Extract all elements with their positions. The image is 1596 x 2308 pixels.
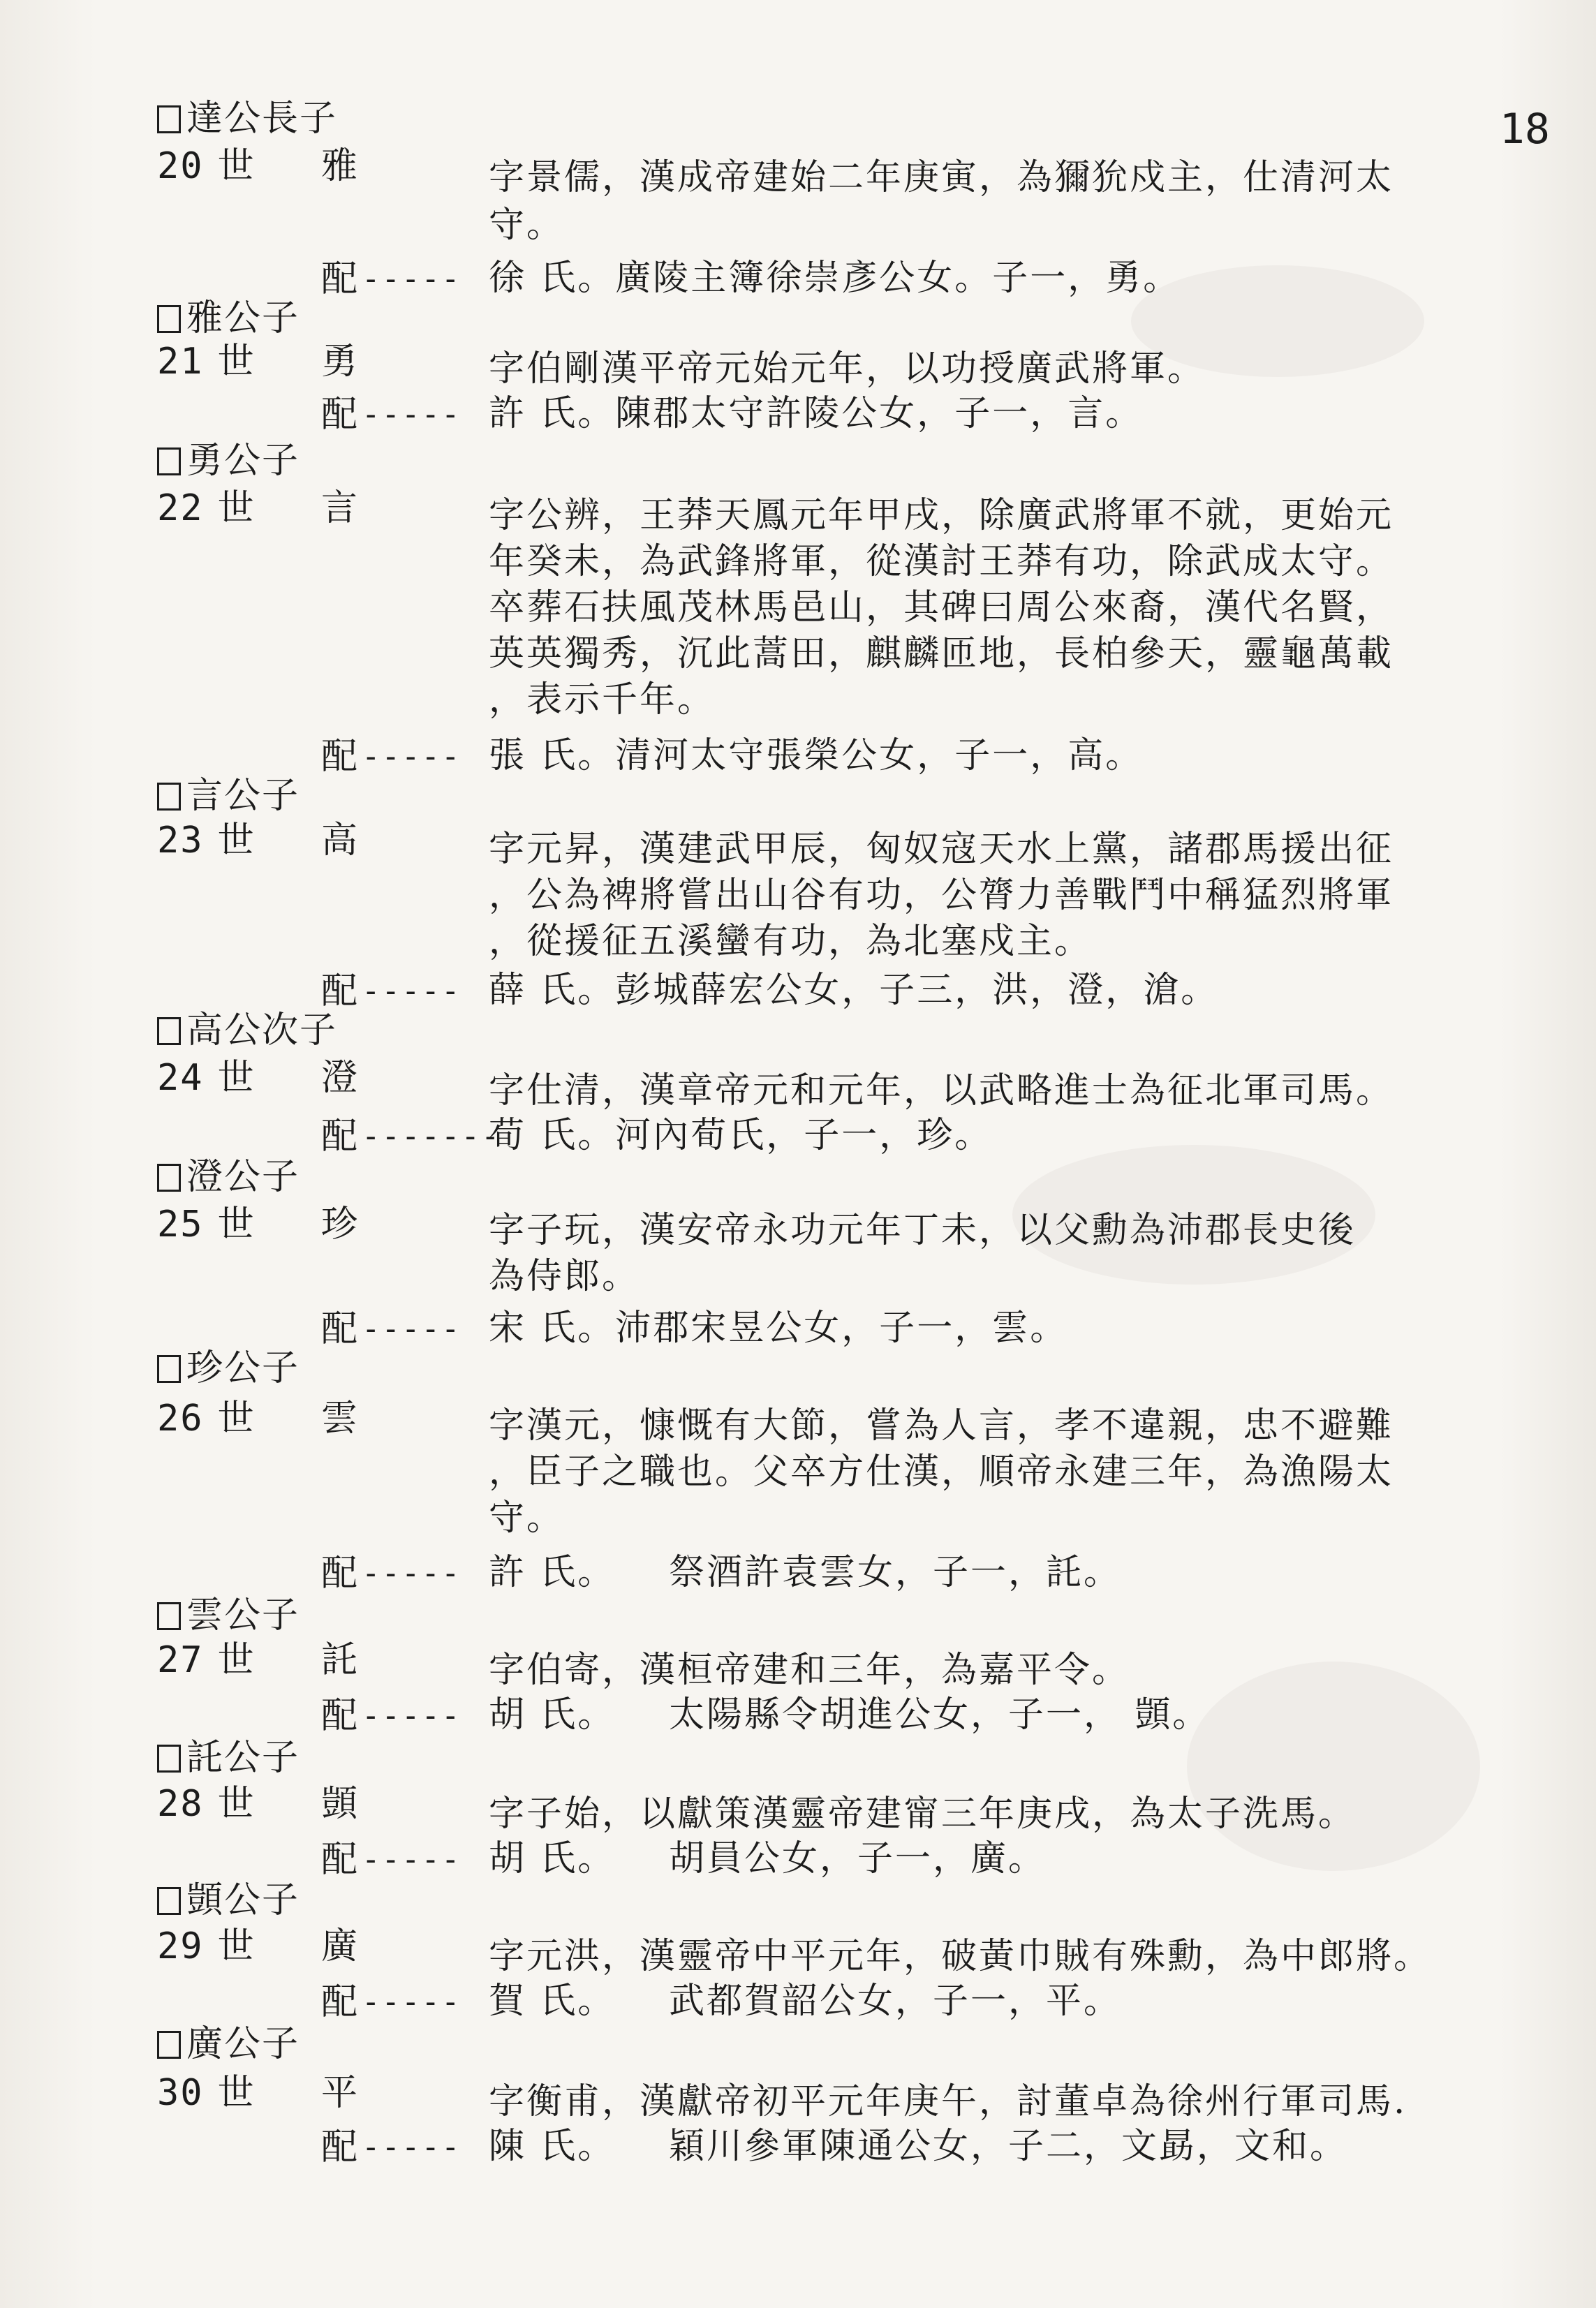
spouse-text: 胡 氏。 太陽縣令胡進公女，子一， 顗。 [489, 1694, 1211, 1736]
spouse-text: 許 氏。陳郡太守許陵公女，子一，言。 [489, 393, 1144, 434]
spouse-label: 配 [321, 1116, 358, 1157]
spouse-label: 配 [321, 1981, 358, 2023]
generation-line [157, 489, 256, 528]
spouse-text: 胡 氏。 胡員公女，子一，廣。 [489, 1838, 1047, 1879]
generation-number: 21 [157, 341, 204, 383]
person-name: 勇 [321, 341, 358, 383]
placeholder-box-icon [157, 1164, 181, 1192]
spouse-text: 陳 氏。 穎川參軍陳通公女，子二，文勗，文和。 [489, 2126, 1348, 2167]
lineage-header [157, 1881, 300, 1920]
generation-label: 世 [217, 1204, 256, 1245]
biography-line: 卒葬石扶風茂林馬邑山，其碑曰周公來裔，漢代名賢， [489, 587, 1394, 628]
biography-line: 字景儒，漢成帝建始二年庚寅，為獮狁戍主，仕清河太 [489, 157, 1394, 198]
biography-line: 字衡甫，漢獻帝初平元年庚午，討董卓為徐州行軍司馬. [489, 2081, 1407, 2122]
biography-line: 英英獨秀，沉此蒿田，麒麟匝地，長柏參天，靈龜萬載 [489, 633, 1394, 674]
lineage-header [157, 1738, 300, 1777]
biography-line: ，表示千年。 [489, 679, 716, 720]
spouse-connector: ----- [362, 973, 461, 1009]
generation-number: 30 [157, 2072, 204, 2114]
biography-line: 守。 [489, 1497, 565, 1539]
generation-number: 27 [157, 1639, 204, 1681]
generation-label: 世 [217, 1783, 256, 1825]
biography-line: 守。 [489, 205, 565, 246]
person-name: 雅 [321, 145, 358, 187]
lineage-header [157, 1349, 300, 1388]
generation-number: 26 [157, 1398, 204, 1440]
person-name: 廣 [321, 1925, 358, 1967]
lineage-header-text: 託公子 [186, 1737, 300, 1779]
generation-line [157, 1205, 256, 1244]
generation-line [157, 147, 256, 186]
spouse-connector: ----- [362, 1555, 461, 1591]
person-name: 言 [321, 487, 358, 529]
generation-label: 世 [217, 1398, 256, 1440]
biography-line: 字元洪，漢靈帝中平元年，破黃巾賊有殊勳，為中郎將。 [489, 1936, 1432, 1977]
generation-line [157, 1927, 256, 1966]
generation-line [157, 1641, 256, 1680]
biography-line: 字公辨，王莽天鳳元年甲戌，除廣武將軍不就，更始元 [489, 495, 1394, 536]
spouse-connector: ----- [362, 261, 461, 297]
spouse-connector: ----- [362, 2129, 461, 2165]
lineage-header-text: 雅公子 [186, 297, 300, 339]
generation-number: 23 [157, 820, 204, 861]
generation-label: 世 [217, 487, 256, 529]
lineage-header-text: 勇公子 [186, 440, 300, 482]
person-name: 平 [321, 2072, 358, 2114]
spouse-connector: ----- [362, 397, 461, 432]
biography-line: 字子始，以獻策漢靈帝建甯三年庚戌，為太子洗馬。 [489, 1793, 1357, 1835]
spouse-text: 許 氏。 祭酒許袁雲女，子一，託。 [489, 1552, 1122, 1593]
lineage-header-text: 珍公子 [186, 1347, 300, 1389]
lineage-header-text: 雲公子 [186, 1595, 300, 1636]
placeholder-box-icon [157, 1017, 181, 1045]
placeholder-box-icon [157, 447, 181, 475]
spouse-connector: ----- [362, 1311, 461, 1347]
generation-number: 29 [157, 1925, 204, 1967]
placeholder-box-icon [157, 305, 181, 333]
biography-line: 字伯剛漢平帝元始元年，以功授廣武將軍。 [489, 348, 1206, 390]
biography-line: 為侍郎。 [489, 1256, 640, 1297]
lineage-header [157, 299, 300, 338]
lineage-header [157, 2025, 300, 2064]
lineage-header [157, 1157, 300, 1197]
spouse-label: 配 [321, 1839, 358, 1881]
lineage-header-text: 言公子 [186, 775, 300, 817]
placeholder-box-icon [157, 105, 181, 133]
person-name: 珍 [321, 1204, 358, 1245]
spouse-text: 張 氏。清河太守張榮公女，子一，高。 [489, 735, 1144, 776]
spouse-text: 徐 氏。廣陵主簿徐崇彥公女。子一，勇。 [489, 258, 1181, 299]
generation-label: 世 [217, 820, 256, 861]
biography-line: ，臣子之職也。父卒方仕漢，順帝永建三年，為漁陽太 [489, 1451, 1394, 1493]
spouse-label: 配 [321, 394, 358, 436]
lineage-header [157, 99, 337, 138]
biography-line: 字仕清，漢章帝元和元年，以武略進士為征北軍司馬。 [489, 1070, 1394, 1111]
generation-label: 世 [217, 145, 256, 187]
spouse-connector: ------- [362, 1118, 501, 1154]
spouse-connector: ----- [362, 739, 461, 774]
biography-line: 字元昇，漢建武甲辰，匈奴寇天水上黨，諸郡馬援出征 [489, 829, 1394, 870]
spouse-label: 配 [321, 1695, 358, 1737]
biography-line: 字子玩，漢安帝永功元年丁未，以父勳為沛郡長史後 [489, 1210, 1357, 1251]
generation-line [157, 1784, 256, 1824]
spouse-text: 薛 氏。彭城薛宏公女，子三，洪，澄，滄。 [489, 970, 1219, 1011]
spouse-label: 配 [321, 1308, 358, 1350]
placeholder-box-icon [157, 1355, 181, 1383]
generation-number: 20 [157, 145, 204, 187]
placeholder-box-icon [157, 1745, 181, 1773]
spouse-label: 配 [321, 2126, 358, 2168]
spouse-text: 賀 氏。 武都賀韶公女，子一，平。 [489, 1981, 1122, 2022]
lineage-header [157, 1011, 337, 1050]
lineage-header-text: 澄公子 [186, 1156, 300, 1198]
person-name: 高 [321, 820, 358, 861]
spouse-text: 荀 氏。河內荀氏，子一，珍。 [489, 1115, 993, 1156]
generation-number: 25 [157, 1204, 204, 1245]
person-name: 託 [321, 1639, 358, 1681]
biography-line: 年癸未，為武鋒將軍，從漢討王莽有功，除武成太守。 [489, 541, 1394, 582]
paper-stain [1187, 1662, 1480, 1871]
generation-label: 世 [217, 2072, 256, 2114]
spouse-connector: ----- [362, 1698, 461, 1733]
generation-line [157, 1399, 256, 1438]
lineage-header-text: 高公次子 [186, 1009, 338, 1051]
spouse-connector: ----- [362, 1984, 461, 2020]
placeholder-box-icon [157, 1887, 181, 1915]
biography-line: ，從援征五溪蠻有功，為北塞戍主。 [489, 921, 1093, 962]
generation-label: 世 [217, 1925, 256, 1967]
generation-line [157, 2073, 256, 2113]
person-name: 顗 [321, 1783, 358, 1825]
spouse-label: 配 [321, 970, 358, 1012]
person-name: 澄 [321, 1057, 358, 1099]
biography-line: 字伯寄，漢桓帝建和三年，為嘉平令。 [489, 1650, 1130, 1691]
generation-label: 世 [217, 1639, 256, 1681]
lineage-header-text: 達公長子 [186, 98, 338, 140]
generation-line [157, 821, 256, 860]
lineage-header [157, 776, 300, 815]
generation-number: 22 [157, 487, 204, 529]
generation-line [157, 1058, 256, 1097]
biography-line: 字漢元，慷慨有大節，嘗為人言，孝不違親，忠不避難 [489, 1405, 1394, 1447]
lineage-header-text: 廣公子 [186, 2023, 300, 2065]
spouse-text: 宋 氏。沛郡宋昱公女，子一，雲。 [489, 1308, 1068, 1349]
generation-number: 28 [157, 1783, 204, 1825]
spouse-label: 配 [321, 736, 358, 778]
placeholder-box-icon [157, 1602, 181, 1630]
spouse-connector: ----- [362, 1842, 461, 1877]
generation-label: 世 [217, 1057, 256, 1099]
generation-number: 24 [157, 1057, 204, 1099]
person-name: 雲 [321, 1398, 358, 1440]
page-number: 18 [1499, 105, 1550, 154]
placeholder-box-icon [157, 2031, 181, 2059]
spouse-label: 配 [321, 258, 358, 300]
generation-label: 世 [217, 341, 256, 383]
spouse-label: 配 [321, 1553, 358, 1595]
generation-line [157, 342, 256, 381]
lineage-header [157, 441, 300, 480]
placeholder-box-icon [157, 783, 181, 811]
lineage-header-text: 顗公子 [186, 1879, 300, 1921]
biography-line: ，公為裨將嘗出山谷有功，公膂力善戰鬥中稱猛烈將軍 [489, 875, 1394, 916]
lineage-header [157, 1596, 300, 1635]
